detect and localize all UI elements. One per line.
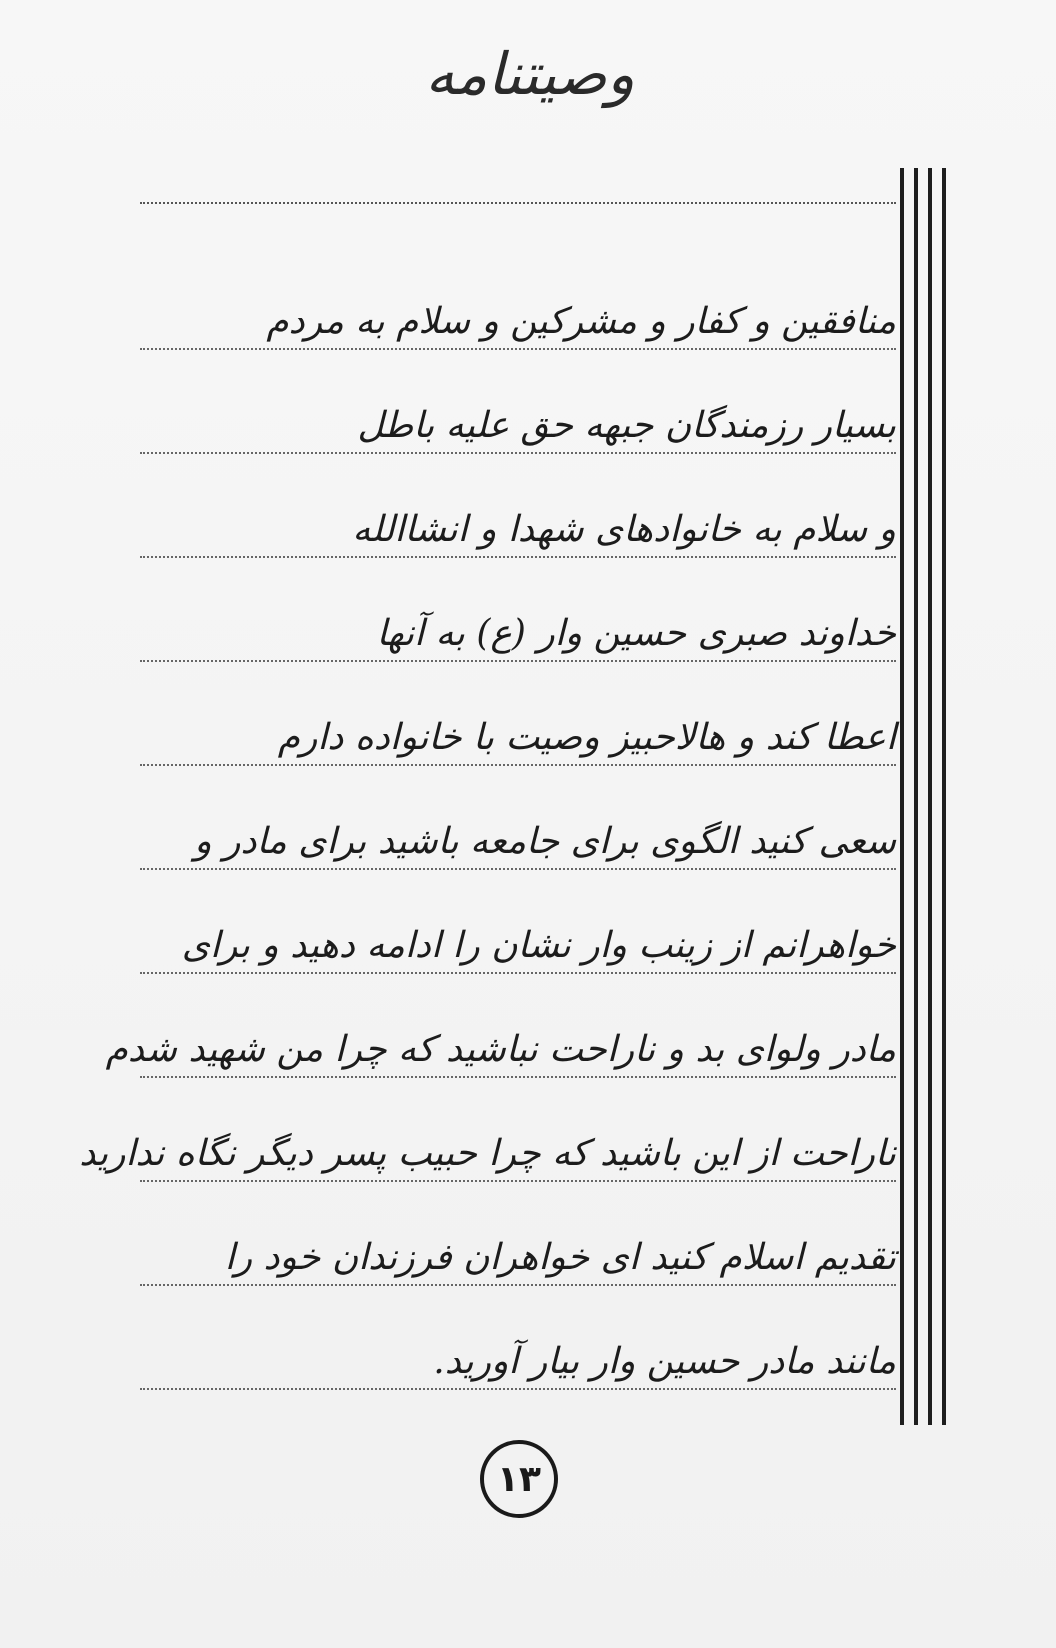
line-text: مادر ولوای بد و ناراحت نباشید که چرا من شهید شدم [105,1029,896,1070]
line-text: بسیار رزمندگان جبهه حق علیه باطل [357,405,896,446]
handwritten-text-block [70,250,896,1394]
right-border-lines [900,168,948,1425]
line-text: اعطا کند و هالاحبیز وصیت با خانواده دارم [277,717,896,758]
dotted-rule [140,556,896,558]
text-line [70,354,896,458]
dotted-rule [140,660,896,662]
dotted-rule [140,1284,896,1286]
dotted-rule [140,972,896,974]
text-line [70,562,896,666]
line-text: ناراحت از این باشید که چرا حبیب پسر دیگر نگاه ندارید [79,1133,896,1174]
text-line [70,874,896,978]
border-line [900,168,904,1425]
dotted-rule [140,1180,896,1182]
dotted-rule [140,1076,896,1078]
text-line [70,1290,896,1394]
text-line [70,1082,896,1186]
text-line [70,978,896,1082]
line-text: مانند مادر حسین وار بیار آورید. [433,1341,896,1382]
border-line [928,168,932,1425]
dotted-rule [140,452,896,454]
line-text: سعی کنید الگوی برای جامعه باشید برای مادر و [194,821,896,862]
line-text: منافقین و کفار و مشرکین و سلام به مردم [266,301,896,342]
border-line [914,168,918,1425]
header-dotted-rule [140,202,896,204]
dotted-rule [140,1388,896,1390]
line-text: تقدیم اسلام کنید ای خواهران فرزندان خود را [224,1237,896,1278]
dotted-rule [140,764,896,766]
text-line [70,770,896,874]
border-line [942,168,946,1425]
text-line [70,666,896,770]
text-line [70,458,896,562]
text-line [70,250,896,354]
text-line [70,1186,896,1290]
page-number: ۱۳ [480,1440,558,1518]
line-text: و سلام به خانوادهای شهدا و انشاالله [352,509,896,550]
dotted-rule [140,868,896,870]
line-text: خداوند صبری حسین وار (ع) به آنها [376,613,896,654]
page-title: وصیتنامه [425,40,635,108]
dotted-rule [140,348,896,350]
line-text: خواهرانم از زینب وار نشان را ادامه دهید و برای [181,925,896,966]
